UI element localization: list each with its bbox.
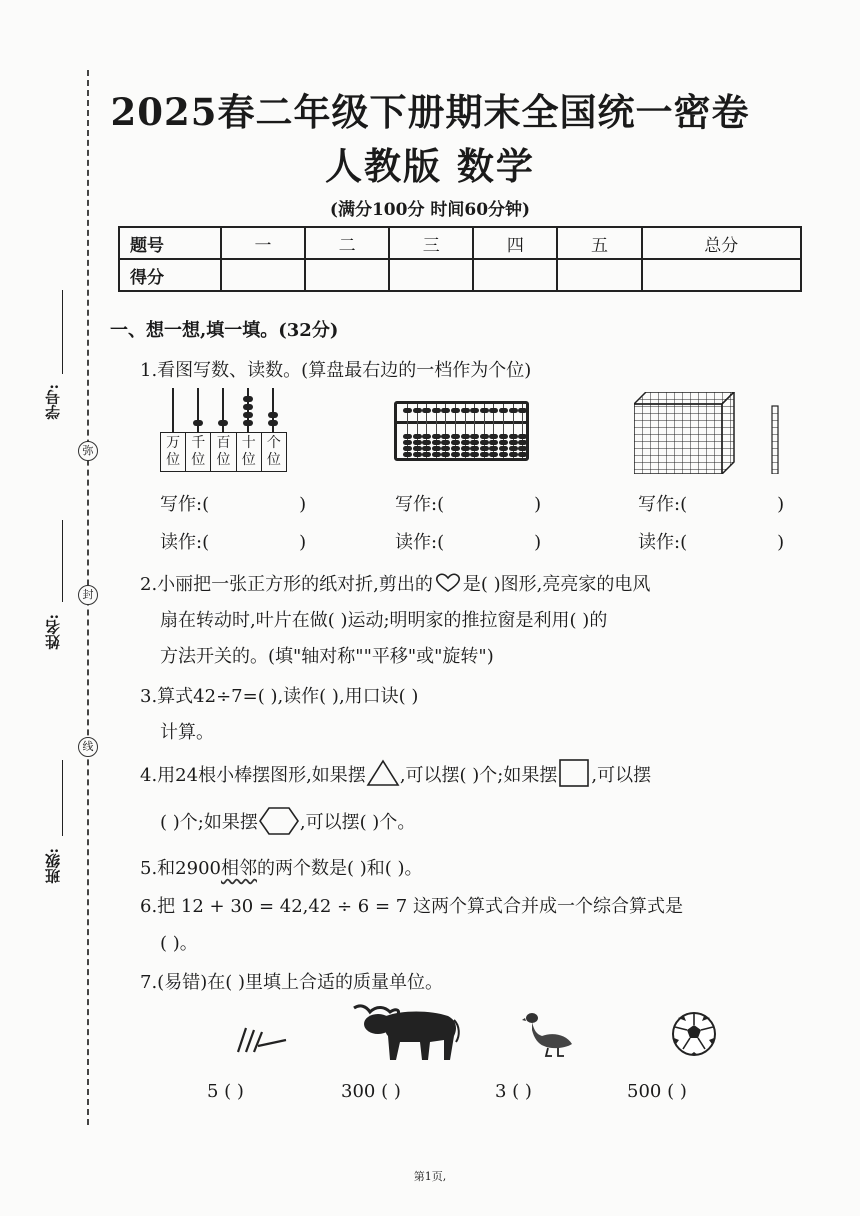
score-input-cell[interactable] [389,259,473,291]
score-cell: 三 [389,227,473,259]
duck-icon [522,1010,576,1058]
mass-blank-buffalo[interactable]: 300 ( ) [341,1081,401,1102]
write-blank-2[interactable] [395,490,541,516]
name-label: 姓名: [44,614,62,650]
sticks-icon [232,1024,290,1056]
score-cell: 一 [221,227,305,259]
buffalo-icon [350,1002,462,1064]
score-input-cell[interactable] [642,259,801,291]
question-3-line-2: 计算。 [160,722,214,743]
close-paren: ) [534,532,542,553]
close-paren: ) [534,494,542,515]
read-blank-3[interactable] [638,528,784,554]
emphasis-text: 相邻 [220,858,257,879]
score-table [118,226,802,292]
question-4-text: ,可以摆 [591,765,652,786]
question-5 [140,854,423,880]
soccer-ball-icon [670,1010,718,1058]
score-cell: 得分 [119,259,221,291]
score-input-cell[interactable] [221,259,305,291]
read-label: 读作:( [395,532,445,553]
mass-blank-sticks[interactable]: 5 ( ) [207,1081,244,1102]
mass-blank-ball[interactable]: 500 ( ) [627,1081,687,1102]
page-number: 第1页, [413,1170,447,1183]
seal-mi-mark: 弥 [78,441,98,461]
name-field[interactable] [62,520,63,602]
close-paren: ) [777,532,785,553]
question-2-text: 是( )图形,亮亮家的电风 [462,574,651,595]
counting-frame-figure [160,388,287,472]
score-input-cell[interactable] [557,259,641,291]
place-value-label: 十位 [237,433,262,471]
score-cell: 四 [473,227,557,259]
exam-subtitle: 人教版 数学 [325,144,535,188]
question-5-text: 的两个数是( )和( )。 [256,858,423,879]
place-value-label: 个位 [266,435,281,468]
question-5-text: 5.和2900 [140,858,221,879]
student-number-field[interactable] [62,290,63,374]
question-1: 1.看图写数、读数。(算盘最右边的一档作为个位) [140,360,532,381]
read-label: 读作:( [638,532,688,553]
read-label: 读作:( [160,532,210,553]
square-shape-icon [557,758,591,788]
student-number-label: 学号: [44,384,62,420]
question-2-line-3: 方法开关的。(填"轴对称""平移"或"旋转") [160,646,494,667]
section-heading: 一、想一想,填一填。(32分) [110,320,339,341]
thousand-cube-figure [634,392,779,474]
score-input-cell[interactable] [473,259,557,291]
triangle-shape-icon [366,759,400,787]
seal-feng-mark: 封 [78,585,98,605]
exam-info: (满分100分 时间60分钟) [329,200,531,220]
score-cell: 题号 [119,227,221,259]
question-7: 7.(易错)在( )里填上合适的质量单位。 [140,972,443,993]
read-blank-1[interactable] [160,528,306,554]
question-4 [140,758,651,788]
write-blank-1[interactable] [160,490,306,516]
write-label: 写作:( [638,494,688,515]
place-value-label: 万位 [161,433,186,471]
place-value-label: 百位 [211,433,236,471]
write-label: 写作:( [160,494,210,515]
question-4-line-2 [160,806,415,836]
question-3: 3.算式42÷7=( ),读作( ),用口诀( ) [140,686,419,707]
read-blank-2[interactable] [395,528,541,554]
write-label: 写作:( [395,494,445,515]
place-value-label: 千位 [186,433,211,471]
score-cell: 五 [557,227,641,259]
question-4-text: 4.用24根小棒摆图形,如果摆 [140,765,366,786]
question-2-text: 2.小丽把一张正方形的纸对折,剪出的 [140,574,433,595]
mass-blank-duck[interactable]: 3 ( ) [495,1081,532,1102]
abacus-figure [394,401,529,461]
write-blank-3[interactable] [638,490,784,516]
score-input-cell[interactable] [305,259,389,291]
score-cell: 总分 [642,227,801,259]
score-table-score-row [119,259,801,291]
question-4-text: ( )个;如果摆 [160,812,258,833]
question-4-text: ,可以摆( )个。 [299,812,416,833]
question-2-line-2: 扇在转动时,叶片在做( )运动;明明家的推拉窗是利用( )的 [160,610,608,631]
close-paren: ) [299,532,307,553]
heart-shape-icon [433,573,463,593]
seal-xian-mark: 线 [78,737,98,757]
close-paren: ) [299,494,307,515]
question-6: 6.把 12 + 30 = 42,42 ÷ 6 = 7 这两个算式合并成一个综合算式是 [140,896,683,917]
class-field[interactable] [62,760,63,836]
question-2 [140,570,650,596]
score-table-header-row [119,227,801,259]
class-label: 班级: [44,848,62,884]
question-4-text: ,可以摆( )个;如果摆 [399,765,558,786]
question-6-line-2: ( )。 [160,933,198,954]
close-paren: ) [777,494,785,515]
score-cell: 二 [305,227,389,259]
hexagon-shape-icon [258,806,300,836]
exam-title: 2025春二年级下册期末全国统一密卷 [110,90,750,134]
